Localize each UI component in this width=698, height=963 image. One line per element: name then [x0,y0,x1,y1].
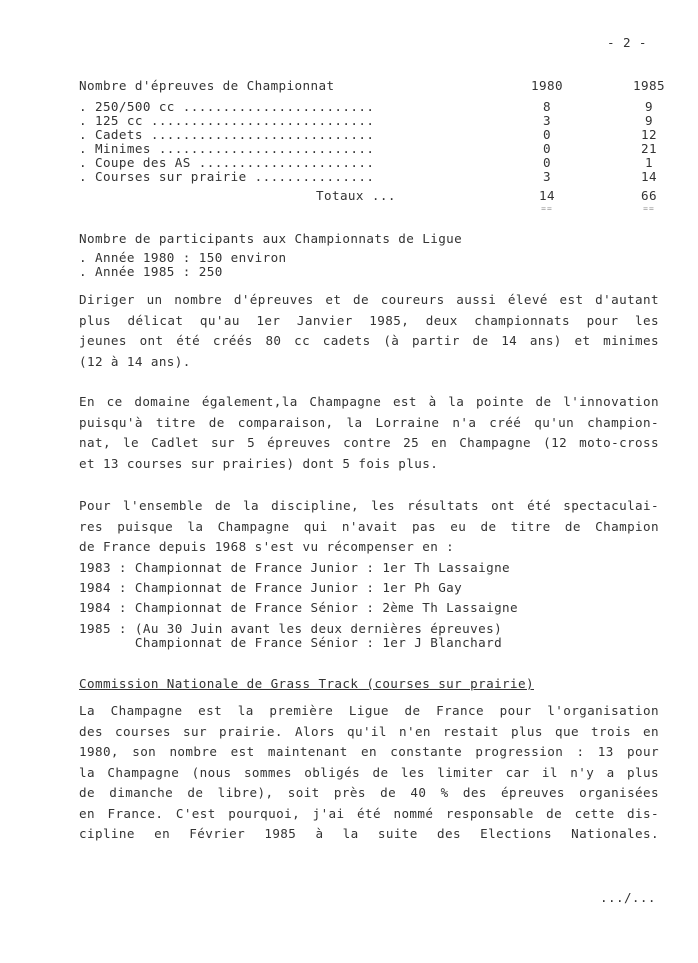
row-label: . Coupe des AS ...................... [79,155,375,170]
text-line: 1980, son nombre est maintenant en constante progression : 13 pour [79,744,659,759]
list-item: 1984 : Championnat de France Sénior : 2ème Th Lassaigne [79,600,519,615]
text-line: Pour l'ensemble de la discipline, les résultats ont été spectaculai- [79,498,659,513]
list-item: 1985 : (Au 30 Juin avant les deux dernières épreuves) [79,621,503,636]
text-line: la Champagne (nous sommes obligés de les limiter car il n'y a plus [79,764,659,780]
section-heading: Commission Nationale de Grass Track (courses sur prairie) [79,676,534,691]
col-header-1985: 1985 [633,78,665,93]
row-value-1985: 21 [641,141,657,156]
text-line: res puisque la Champagne qui n'avait pas eu de titre de Champion [79,518,659,534]
row-label: . Courses sur prairie ............... [79,169,375,184]
total-1985: 66 [641,188,657,203]
row-value-1985: 9 [645,113,653,128]
paragraph-1 [79,290,659,372]
text-line: des courses sur prairie. Alors qu'il n'en restait plus que trois en [79,723,659,739]
double-rule-1985: == [643,204,655,213]
text-line: En ce domaine également,la Champagne est à la pointe de l'innovation [79,394,659,409]
row-value-1980: 0 [543,141,551,156]
text-line: de dimanche de libre), soit près de 40 % des épreuves organisées [79,785,659,800]
row-value-1985: 12 [641,127,657,142]
page-number: - 2 - [607,35,647,50]
text-line: plus délicat qu'au 1er Janvier 1985, deux championnats pour les [79,312,659,328]
paragraph-2 [79,392,659,474]
row-label: . 250/500 cc ........................ [79,99,375,114]
text-line: cipline en Février 1985 à la suite des Elections Nationales. [79,826,659,841]
row-value-1980: 3 [543,113,551,128]
participants-title: Nombre de participants aux Championnats de Ligue [79,231,463,246]
totals-label: Totaux ... [316,188,396,203]
row-value-1985: 14 [641,169,657,184]
text-line: jeunes ont été créés 80 cc cadets (à partir de 14 ans) et minimes [79,333,659,348]
col-header-1980: 1980 [531,78,563,93]
row-label: . Minimes ........................... [79,141,375,156]
row-value-1985: 9 [645,99,653,114]
text-line: et 13 courses sur prairies) dont 5 fois plus. [79,455,439,471]
row-label: . Cadets ............................ [79,127,375,142]
table-title: Nombre d'épreuves de Championnat [79,78,335,93]
list-item: Championnat de France Sénior : 1er J Blanchard [79,635,503,650]
list-item: . Année 1980 : 150 environ [79,250,287,265]
text-line: La Champagne est la première Ligue de France pour l'organisation [79,703,659,718]
paragraph-3 [79,496,659,558]
total-1980: 14 [539,188,555,203]
row-label: . 125 cc ............................ [79,113,375,128]
paragraph-4 [79,701,659,845]
row-value-1980: 8 [543,99,551,114]
text-line: (12 à 14 ans). [79,353,191,369]
continuation-mark: .../... [600,890,656,905]
text-line: en France. C'est pourquoi, j'ai été nommé responsable de cette dis- [79,805,659,821]
list-item: 1984 : Championnat de France Junior : 1er Ph Gay [79,580,463,595]
list-item: 1983 : Championnat de France Junior : 1er Th Lassaigne [79,560,511,575]
text-line: puisqu'à titre de comparaison, la Lorraine n'a créé qu'un champion- [79,414,659,430]
row-value-1980: 0 [543,127,551,142]
double-rule-1980: == [541,204,553,213]
text-line: nat, le Cadlet sur 5 épreuves contre 25 en Champagne (12 moto-cross [79,435,659,450]
text-line: Diriger un nombre d'épreuves et de coureurs aussi élevé est d'autant [79,292,659,307]
row-value-1980: 3 [543,169,551,184]
row-value-1980: 0 [543,155,551,170]
text-line: de France depuis 1968 s'est vu récompenser en : [79,539,455,554]
list-item: . Année 1985 : 250 [79,264,223,279]
row-value-1985: 1 [645,155,653,170]
